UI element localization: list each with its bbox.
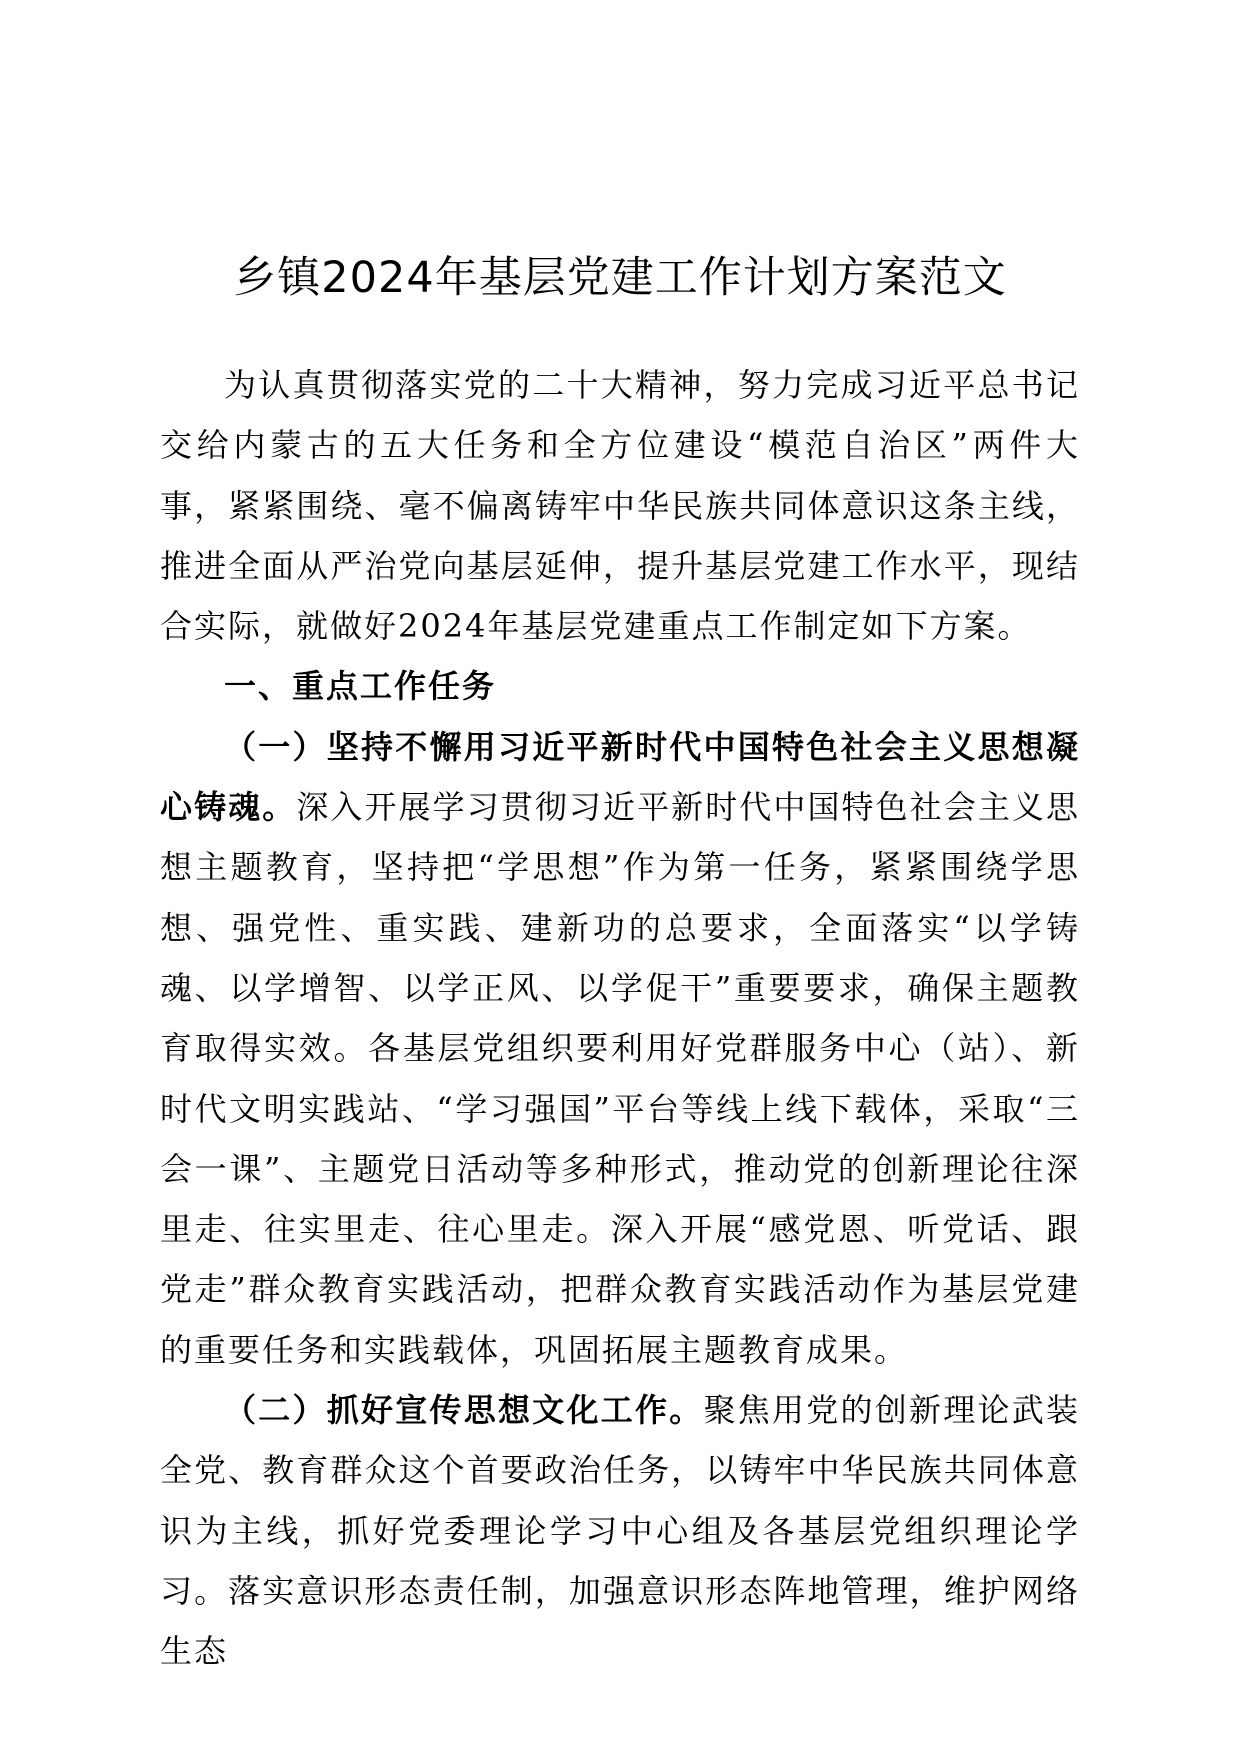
task-item-2-lead: （二）抓好宣传思想文化工作。 (224, 1391, 704, 1430)
intro-paragraph: 为认真贯彻落实党的二十大精神，努力完成习近平总书记交给内蒙古的五大任务和全方位建设“模范自治区”两件大事，紧紧围绕、毫不偏离铸牢中华民族共同体意识这条主线，推进全面从严治党向基层延伸，提升基层党建工作水平，现结合实际，就做好2024年基层党建重点工作制定如下方案。 (160, 366, 1080, 646)
task-item-1-text: 深入开展学习贯彻习近平新时代中国特色社会主义思想主题教育，坚持把“学思想”作为第一任务，紧紧围绕学思想、强党性、重实践、建新功的总要求，全面落实“以学铸魂、以学增智、以学正风、以学促干”重要要求，确保主题教育取得实效。各基层党组织要利用好党群服务中心（站）、新时代文明实践站、“学习强国”平台等线上线下载体，采取“三会一课”、主题党日活动等多种形式，推动党的创新理论往深里走、往实里走、往心里走。深入开展“感党恩、听党话、跟党走”群众教育实践活动，把群众教育实践活动作为基层党建的重要任务和实践载体，巩固拓展主题教育成果。 (160, 788, 1080, 1369)
task-item-2 (160, 1380, 1080, 1681)
task-item-2-text: 聚焦用党的创新理论武装全党、教育群众这个首要政治任务，以铸牢中华民族共同体意识为主线，抓好党委理论学习中心组及各基层党组织理论学习。落实意识形态责任制，加强意识形态阵地管理，维护网络生态 (160, 1391, 1080, 1671)
task-item-1-lead: （一）坚持不懈用习近平新时代中国特色社会主义思想凝心铸魂。 (160, 727, 1080, 827)
document-body (160, 355, 1080, 1682)
task-item-1 (160, 717, 1080, 1380)
section-heading: 一、重点工作任务 (224, 667, 497, 706)
document-title: 乡镇2024年基层党建工作计划方案范文 (233, 253, 1007, 303)
